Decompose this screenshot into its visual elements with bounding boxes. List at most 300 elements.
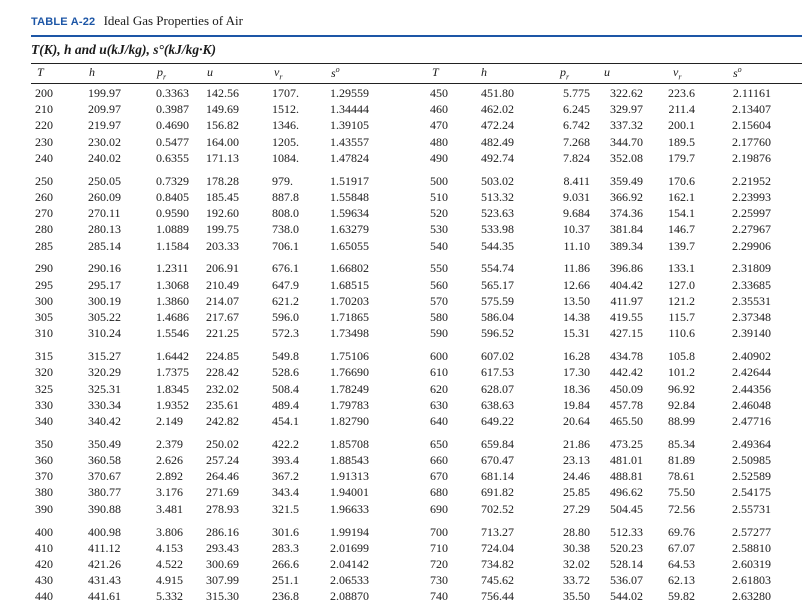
cell-s-right: 2.39140	[732, 326, 771, 341]
cell-vr-right: 78.61	[668, 469, 695, 484]
cell-t-left: 320	[35, 365, 53, 380]
cell-u-right: 389.34	[610, 238, 643, 253]
cell-u-left: 286.16	[206, 524, 239, 539]
cell-h-right: 462.02	[481, 102, 514, 117]
cell-vr-left: 422.2	[272, 436, 299, 451]
cell-pr-left: 5.332	[156, 589, 183, 604]
cell-s-left: 1.99194	[330, 524, 369, 539]
cell-h-left: 300.19	[88, 293, 121, 308]
cell-s-right: 2.19876	[732, 150, 771, 165]
cell-pr-left: 4.915	[156, 573, 183, 588]
cell-s-right: 2.37348	[732, 310, 771, 324]
cell-pr-right: 15.31	[563, 326, 590, 341]
cell-u-left: 192.60	[206, 206, 239, 221]
cell-h-left: 199.97	[88, 86, 121, 100]
cell-u-right: 488.81	[610, 469, 643, 484]
cell-h-right: 607.02	[481, 349, 514, 364]
cell-s-left: 1.68515	[330, 277, 369, 292]
cell-vr-right: 139.7	[668, 238, 695, 253]
cell-pr-right: 14.38	[563, 310, 590, 324]
cell-pr-right: 25.85	[563, 485, 590, 500]
cell-u-right: 404.42	[610, 277, 643, 292]
cell-h-right: 691.82	[481, 485, 514, 500]
cell-s-left: 1.82790	[330, 413, 369, 428]
cell-h-right: 472.24	[481, 118, 514, 133]
cell-pr-left: 0.7329	[156, 173, 189, 188]
header-vr-right: $v_r$	[673, 65, 682, 82]
cell-u-right: 465.50	[610, 413, 643, 428]
cell-s-left: 1.59634	[330, 206, 369, 221]
table-row	[0, 468, 809, 484]
cell-pr-right: 33.72	[563, 573, 590, 588]
cell-t-left: 290	[35, 261, 53, 276]
cell-h-right: 513.32	[481, 189, 514, 204]
cell-pr-right: 20.64	[563, 413, 590, 428]
cell-s-right: 2.54175	[732, 485, 771, 500]
cell-t-right: 530	[430, 222, 448, 237]
cell-h-left: 310.24	[88, 326, 121, 341]
cell-vr-left: 393.4	[272, 453, 299, 467]
cell-h-left: 250.05	[88, 173, 121, 188]
cell-pr-left: 3.176	[156, 485, 183, 500]
cell-h-right: 492.74	[481, 150, 514, 165]
cell-t-right: 540	[430, 238, 448, 253]
cell-u-right: 512.33	[610, 524, 643, 539]
cell-s-right: 2.52589	[732, 469, 771, 484]
cell-u-right: 396.86	[610, 261, 643, 276]
cell-pr-right: 35.50	[563, 589, 590, 604]
cell-vr-right: 115.7	[668, 310, 695, 324]
table-title-text: Ideal Gas Properties of Air	[103, 13, 243, 28]
cell-t-left: 295	[35, 277, 53, 292]
header-t-right: T	[432, 65, 439, 79]
cell-s-right: 2.46048	[732, 397, 771, 412]
cell-pr-left: 1.2311	[156, 261, 189, 276]
cell-s-right: 2.13407	[732, 102, 771, 117]
cell-t-right: 740	[430, 589, 448, 604]
header-t-left: T	[37, 65, 44, 79]
cell-t-left: 340	[35, 413, 53, 428]
cell-t-left: 325	[35, 381, 53, 396]
cell-vr-left: 572.3	[272, 326, 299, 341]
cell-t-right: 690	[430, 501, 448, 516]
cell-u-right: 322.62	[610, 86, 643, 100]
cell-u-left: 214.07	[206, 293, 239, 308]
cell-s-left: 1.70203	[330, 293, 369, 308]
cell-pr-right: 27.29	[563, 501, 590, 516]
cell-h-right: 756.44	[481, 589, 514, 604]
cell-t-right: 630	[430, 397, 448, 412]
cell-pr-right: 6.742	[563, 118, 590, 133]
cell-pr-right: 24.46	[563, 469, 590, 484]
table-label: TABLE A-22	[31, 16, 96, 28]
cell-t-left: 310	[35, 326, 53, 341]
cell-u-right: 520.23	[610, 540, 643, 555]
cell-s-right: 2.15604	[732, 118, 771, 133]
cell-vr-right: 127.0	[668, 277, 695, 292]
cell-s-left: 2.01699	[330, 540, 369, 555]
cell-s-right: 2.21952	[732, 173, 771, 188]
cell-s-left: 1.91313	[330, 469, 369, 484]
cell-pr-left: 1.6442	[156, 349, 189, 364]
cell-t-right: 450	[430, 86, 448, 100]
cell-h-left: 421.26	[88, 556, 121, 571]
cell-vr-right: 162.1	[668, 189, 695, 204]
cell-vr-left: 454.1	[272, 413, 299, 428]
cell-h-left: 315.27	[88, 349, 121, 364]
cell-t-left: 230	[35, 134, 53, 149]
table-row	[0, 556, 809, 572]
cell-vr-left: 489.4	[272, 397, 299, 412]
cell-pr-left: 4.153	[156, 540, 183, 555]
table-row	[0, 452, 809, 468]
cell-h-left: 285.14	[88, 238, 121, 253]
cell-t-left: 390	[35, 501, 53, 516]
cell-s-right: 2.49364	[732, 436, 771, 451]
cell-t-left: 270	[35, 206, 53, 221]
cell-s-left: 1.55848	[330, 189, 369, 204]
cell-vr-left: 283.3	[272, 540, 299, 555]
cell-u-left: 293.43	[206, 540, 239, 555]
cell-pr-left: 2.149	[156, 413, 183, 428]
units-line: T(K), h and u(kJ/kg), s°(kJ/kg·K)	[31, 42, 217, 57]
cell-u-left: 264.46	[206, 469, 239, 484]
cell-pr-left: 1.3860	[156, 293, 189, 308]
cell-pr-left: 1.3068	[156, 277, 189, 292]
cell-vr-right: 64.53	[668, 556, 695, 571]
header-pr-right: $p_r$	[560, 65, 570, 82]
table-row	[0, 260, 809, 276]
cell-vr-left: 738.0	[272, 222, 299, 237]
cell-vr-left: 1205.	[272, 134, 299, 149]
cell-s-right: 2.31809	[732, 261, 771, 276]
cell-s-right: 2.44356	[732, 381, 771, 396]
cell-u-left: 142.56	[206, 86, 239, 100]
cell-u-right: 481.01	[610, 453, 643, 467]
cell-s-right: 2.29906	[732, 238, 771, 253]
cell-s-left: 1.47824	[330, 150, 369, 165]
cell-s-left: 2.06533	[330, 573, 369, 588]
cell-t-right: 610	[430, 365, 448, 380]
cell-s-right: 2.11161	[732, 86, 771, 100]
cell-vr-left: 979.	[272, 173, 293, 188]
cell-t-right: 580	[430, 310, 448, 324]
cell-vr-left: 887.8	[272, 189, 299, 204]
cell-s-right: 2.17760	[732, 134, 771, 149]
cell-pr-right: 17.30	[563, 365, 590, 380]
cell-t-left: 315	[35, 349, 53, 364]
cell-pr-right: 23.13	[563, 453, 590, 467]
cell-h-right: 482.49	[481, 134, 514, 149]
cell-u-left: 199.75	[206, 222, 239, 237]
cell-h-right: 596.52	[481, 326, 514, 341]
cell-t-left: 350	[35, 436, 53, 451]
table-row	[0, 381, 809, 397]
cell-vr-left: 621.2	[272, 293, 299, 308]
cell-vr-left: 321.5	[272, 501, 299, 516]
cell-t-left: 285	[35, 238, 53, 253]
cell-s-right: 2.50985	[732, 453, 771, 467]
cell-vr-left: 1084.	[272, 150, 299, 165]
cell-vr-right: 154.1	[668, 206, 695, 221]
cell-t-left: 430	[35, 573, 53, 588]
cell-vr-right: 105.8	[668, 349, 695, 364]
cell-pr-left: 1.4686	[156, 310, 189, 324]
cell-h-left: 350.49	[88, 436, 121, 451]
cell-t-left: 305	[35, 310, 53, 324]
cell-vr-right: 110.6	[668, 326, 695, 341]
cell-h-right: 724.04	[481, 540, 514, 555]
cell-u-left: 210.49	[206, 277, 239, 292]
cell-t-right: 730	[430, 573, 448, 588]
cell-vr-left: 251.1	[272, 573, 299, 588]
cell-pr-left: 1.8345	[156, 381, 189, 396]
cell-h-left: 290.16	[88, 261, 121, 276]
table-row	[0, 436, 809, 452]
cell-h-left: 219.97	[88, 118, 121, 133]
cell-t-left: 380	[35, 485, 53, 500]
cell-vr-right: 88.99	[668, 413, 695, 428]
cell-h-left: 411.12	[88, 540, 121, 555]
cell-s-right: 2.47716	[732, 413, 771, 428]
cell-s-left: 1.65055	[330, 238, 369, 253]
cell-t-right: 510	[430, 189, 448, 204]
table-row	[0, 325, 809, 341]
cell-t-right: 600	[430, 349, 448, 364]
cell-pr-right: 21.86	[563, 436, 590, 451]
cell-u-left: 315.30	[206, 589, 239, 604]
cell-vr-right: 121.2	[668, 293, 695, 308]
cell-t-right: 650	[430, 436, 448, 451]
cell-s-left: 1.63279	[330, 222, 369, 237]
header-pr-left: $p_r$	[157, 65, 167, 82]
cell-s-left: 1.29559	[330, 86, 369, 100]
cell-vr-right: 211.4	[668, 102, 695, 117]
table-row	[0, 205, 809, 221]
cell-h-right: 638.63	[481, 397, 514, 412]
cell-h-left: 370.67	[88, 469, 121, 484]
cell-h-right: 565.17	[481, 277, 514, 292]
cell-pr-right: 11.10	[563, 238, 590, 253]
cell-s-left: 2.08870	[330, 589, 369, 604]
cell-h-right: 713.27	[481, 524, 514, 539]
table-row	[0, 364, 809, 380]
cell-h-left: 260.09	[88, 189, 121, 204]
cell-t-left: 400	[35, 524, 53, 539]
cell-s-left: 1.73498	[330, 326, 369, 341]
table-row	[0, 524, 809, 540]
cell-pr-right: 9.031	[563, 189, 590, 204]
cell-pr-left: 2.892	[156, 469, 183, 484]
cell-u-right: 359.49	[610, 173, 643, 188]
cell-h-left: 330.34	[88, 397, 121, 412]
cell-pr-right: 30.38	[563, 540, 590, 555]
cell-pr-right: 10.37	[563, 222, 590, 237]
cell-pr-right: 7.824	[563, 150, 590, 165]
cell-u-left: 185.45	[206, 189, 239, 204]
cell-u-right: 434.78	[610, 349, 643, 364]
cell-t-left: 360	[35, 453, 53, 467]
cell-pr-left: 0.4690	[156, 118, 189, 133]
cell-h-right: 544.35	[481, 238, 514, 253]
header-s-left: $s^o$	[331, 65, 340, 80]
cell-h-right: 659.84	[481, 436, 514, 451]
cell-s-right: 2.27967	[732, 222, 771, 237]
cell-h-left: 280.13	[88, 222, 121, 237]
cell-t-left: 240	[35, 150, 53, 165]
table-row	[0, 173, 809, 189]
table-row	[0, 484, 809, 500]
cell-t-left: 220	[35, 118, 53, 133]
cell-s-left: 1.94001	[330, 485, 369, 500]
cell-s-left: 1.96633	[330, 501, 369, 516]
cell-vr-right: 75.50	[668, 485, 695, 500]
cell-vr-left: 236.8	[272, 589, 299, 604]
table-row	[0, 221, 809, 237]
cell-u-right: 366.92	[610, 189, 643, 204]
cell-vr-right: 146.7	[668, 222, 695, 237]
table-row	[0, 413, 809, 429]
cell-u-left: 232.02	[206, 381, 239, 396]
cell-u-right: 352.08	[610, 150, 643, 165]
cell-pr-left: 1.9352	[156, 397, 189, 412]
cell-t-left: 370	[35, 469, 53, 484]
cell-h-left: 340.42	[88, 413, 121, 428]
cell-t-right: 520	[430, 206, 448, 221]
cell-s-right: 2.63280	[732, 589, 771, 604]
cell-u-right: 450.09	[610, 381, 643, 396]
cell-s-right: 2.33685	[732, 277, 771, 292]
cell-u-right: 473.25	[610, 436, 643, 451]
cell-s-left: 2.04142	[330, 556, 369, 571]
cell-pr-right: 13.50	[563, 293, 590, 308]
table-row	[0, 293, 809, 309]
cell-u-left: 271.69	[206, 485, 239, 500]
cell-u-left: 257.24	[206, 453, 239, 467]
cell-u-left: 235.61	[206, 397, 239, 412]
cell-pr-left: 1.0889	[156, 222, 189, 237]
cell-s-left: 1.85708	[330, 436, 369, 451]
cell-s-right: 2.61803	[732, 573, 771, 588]
cell-vr-left: 596.0	[272, 310, 299, 324]
cell-pr-left: 0.6355	[156, 150, 189, 165]
cell-s-left: 1.34444	[330, 102, 369, 117]
table-row	[0, 117, 809, 133]
cell-vr-left: 549.8	[272, 349, 299, 364]
cell-h-left: 400.98	[88, 524, 121, 539]
cell-h-right: 670.47	[481, 453, 514, 467]
cell-vr-right: 69.76	[668, 524, 695, 539]
cell-s-left: 1.78249	[330, 381, 369, 396]
cell-pr-right: 28.80	[563, 524, 590, 539]
cell-t-right: 710	[430, 540, 448, 555]
cell-t-right: 460	[430, 102, 448, 117]
cell-pr-left: 0.5477	[156, 134, 189, 149]
cell-u-right: 457.78	[610, 397, 643, 412]
cell-t-right: 670	[430, 469, 448, 484]
cell-vr-right: 72.56	[668, 501, 695, 516]
cell-pr-right: 7.268	[563, 134, 590, 149]
cell-vr-left: 1707.	[272, 86, 299, 100]
cell-h-right: 586.04	[481, 310, 514, 324]
cell-t-right: 720	[430, 556, 448, 571]
cell-s-right: 2.25997	[732, 206, 771, 221]
table-title	[31, 13, 243, 30]
cell-s-left: 1.43557	[330, 134, 369, 149]
header-u-right: u	[604, 65, 610, 79]
cell-h-right: 554.74	[481, 261, 514, 276]
cell-vr-right: 96.92	[668, 381, 695, 396]
cell-u-left: 250.02	[206, 436, 239, 451]
cell-h-right: 702.52	[481, 501, 514, 516]
header-rule-top	[31, 63, 802, 64]
cell-u-left: 178.28	[206, 173, 239, 188]
cell-t-left: 280	[35, 222, 53, 237]
cell-u-left: 228.42	[206, 365, 239, 380]
cell-h-left: 431.43	[88, 573, 121, 588]
cell-s-left: 1.76690	[330, 365, 369, 380]
cell-vr-right: 133.1	[668, 261, 695, 276]
cell-s-right: 2.42644	[732, 365, 771, 380]
cell-t-right: 680	[430, 485, 448, 500]
cell-pr-left: 1.1584	[156, 238, 189, 253]
cell-pr-right: 19.84	[563, 397, 590, 412]
cell-h-right: 649.22	[481, 413, 514, 428]
cell-h-right: 628.07	[481, 381, 514, 396]
cell-vr-left: 1346.	[272, 118, 299, 133]
cell-u-left: 221.25	[206, 326, 239, 341]
cell-h-right: 681.14	[481, 469, 514, 484]
cell-t-right: 470	[430, 118, 448, 133]
cell-u-left: 242.82	[206, 413, 239, 428]
cell-h-right: 533.98	[481, 222, 514, 237]
cell-s-right: 2.58810	[732, 540, 771, 555]
cell-pr-left: 3.481	[156, 501, 183, 516]
cell-u-right: 504.45	[610, 501, 643, 516]
cell-u-right: 442.42	[610, 365, 643, 380]
cell-t-left: 210	[35, 102, 53, 117]
cell-u-right: 411.97	[610, 293, 643, 308]
cell-t-right: 660	[430, 453, 448, 467]
cell-pr-right: 11.86	[563, 261, 590, 276]
table-row	[0, 277, 809, 293]
cell-pr-right: 5.775	[563, 86, 590, 100]
cell-u-left: 217.67	[206, 310, 239, 324]
cell-u-right: 544.02	[610, 589, 643, 604]
cell-t-left: 330	[35, 397, 53, 412]
cell-h-right: 617.53	[481, 365, 514, 380]
cell-s-right: 2.57277	[732, 524, 771, 539]
cell-s-left: 1.79783	[330, 397, 369, 412]
cell-vr-left: 1512.	[272, 102, 299, 117]
cell-u-right: 337.32	[610, 118, 643, 133]
cell-pr-right: 8.411	[563, 173, 590, 188]
table-row	[0, 309, 809, 325]
cell-u-right: 374.36	[610, 206, 643, 221]
cell-h-left: 380.77	[88, 485, 121, 500]
cell-h-left: 325.31	[88, 381, 121, 396]
cell-u-left: 300.69	[206, 556, 239, 571]
cell-h-right: 734.82	[481, 556, 514, 571]
cell-vr-right: 67.07	[668, 540, 695, 555]
cell-vr-right: 200.1	[668, 118, 695, 133]
cell-vr-right: 62.13	[668, 573, 695, 588]
cell-vr-left: 528.6	[272, 365, 299, 380]
cell-pr-right: 16.28	[563, 349, 590, 364]
cell-s-left: 1.39105	[330, 118, 369, 133]
table-row	[0, 588, 809, 604]
cell-t-left: 200	[35, 86, 53, 100]
